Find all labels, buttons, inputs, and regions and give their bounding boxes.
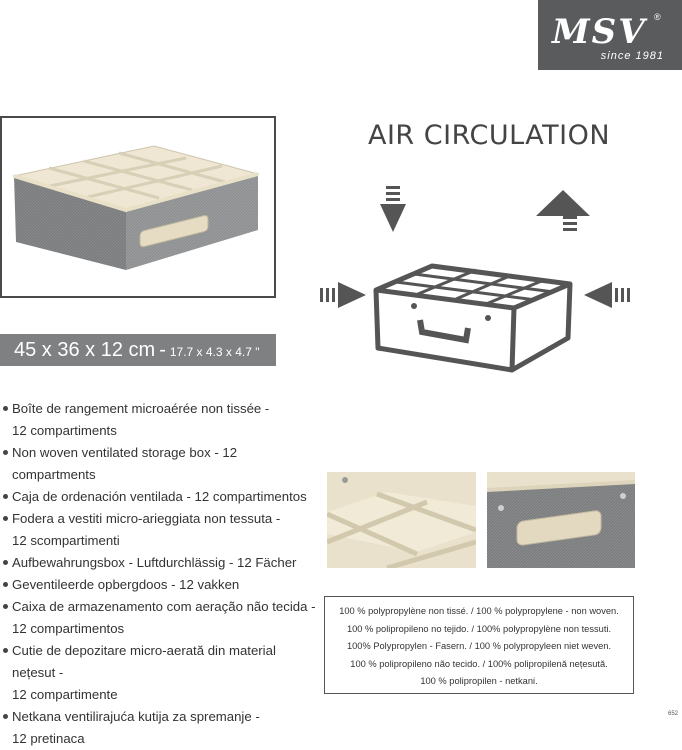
logo-since: since 1981 bbox=[600, 50, 664, 62]
air-circulation-title: AIR CIRCULATION bbox=[368, 120, 611, 151]
list-item: Aufbewahrungsbox - Luftdurchlässig - 12 Fächer bbox=[2, 552, 322, 574]
material-line: 100 % polipropileno não tecido. / 100% polipropilenă nețesută. bbox=[350, 658, 608, 669]
air-circulation-diagram bbox=[316, 180, 646, 380]
registered-mark: ® bbox=[654, 12, 661, 22]
list-item: Geventileerde opbergdoos - 12 vakken bbox=[2, 574, 322, 596]
feature-list bbox=[2, 398, 322, 750]
dimensions-imperial: 17.7 x 4.3 x 4.7 " bbox=[169, 345, 260, 359]
detail-photo-compartments bbox=[327, 472, 476, 568]
list-item: Boîte de rangement microaérée non tissée - 12 compartiments bbox=[2, 398, 322, 442]
page-code: 652 bbox=[668, 711, 679, 717]
arrow-up-icon bbox=[536, 190, 590, 231]
list-item: Caixa de armazenamento com aeração não tecida - 12 compartimentos bbox=[2, 596, 322, 640]
materials-box bbox=[324, 596, 634, 694]
list-item: Fodera a vestiti micro-arieggiata non tessuta - 12 scompartimenti bbox=[2, 508, 322, 552]
arrow-down-icon bbox=[380, 186, 406, 232]
material-line: 100 % polipropilen - netkani. bbox=[420, 676, 538, 686]
list-item: Cutie de depozitare micro-aerată din material nețesut - 12 compartimente bbox=[2, 640, 322, 706]
storage-box-illustration bbox=[2, 118, 274, 296]
dimensions-bar bbox=[0, 334, 276, 366]
logo-text: MSV bbox=[552, 12, 647, 52]
material-line: 100% Polypropylen - Fasern. / 100 % polypropyleen niet weven. bbox=[346, 641, 612, 651]
list-item: Non woven ventilated storage box - 12 compartments bbox=[2, 442, 322, 486]
detail-photo-handle bbox=[487, 472, 635, 568]
list-item: Caja de ordenación ventilada - 12 compartimentos bbox=[2, 486, 322, 508]
dimensions-separator: - bbox=[159, 339, 166, 361]
list-item: Netkana ventilirajuća kutija za spremanje - 12 pretinaca bbox=[2, 706, 322, 750]
brand-logo bbox=[538, 0, 682, 70]
arrow-right-icon bbox=[320, 282, 366, 308]
arrow-left-icon bbox=[584, 282, 630, 308]
product-photo bbox=[0, 116, 276, 298]
material-line: 100 % polipropileno no tejido. / 100% polypropylène non tessuti. bbox=[346, 623, 612, 634]
material-line: 100 % polypropylène non tissé. / 100 % polypropylene - non woven. bbox=[339, 606, 619, 616]
dimensions-metric: 45 x 36 x 12 cm bbox=[14, 339, 156, 361]
